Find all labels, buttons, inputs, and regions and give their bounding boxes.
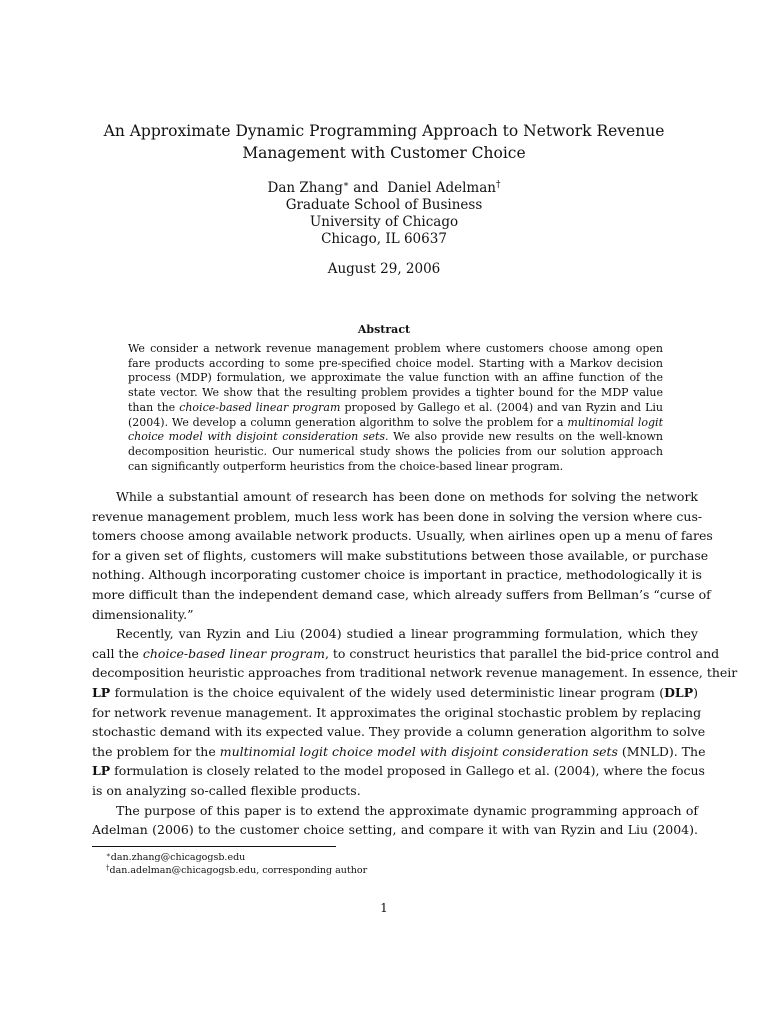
text-run: can significantly outperform heuristics from the choice-based linear program. xyxy=(128,459,564,473)
body-text xyxy=(92,487,738,840)
text-run: more difficult than the independent demand case, which already suffers from Bellman’s “curse of xyxy=(92,586,711,602)
body-line xyxy=(92,663,738,683)
university: University of Chicago xyxy=(309,214,459,230)
body-line xyxy=(92,742,706,762)
abstract-line xyxy=(128,430,663,445)
author-2: Daniel Adelman xyxy=(387,180,496,196)
footnote-text: dan.zhang@chicagogsb.edu xyxy=(110,852,246,863)
page-number: 1 xyxy=(380,901,388,915)
italic-text: multinomial logit choice model with disjoint consideration sets xyxy=(219,743,618,759)
text-run: decomposition heuristic. Our numerical study shows the policies from our solution approach xyxy=(128,444,663,458)
italic-text: choice model with disjoint consideration sets xyxy=(128,430,386,444)
body-line xyxy=(92,487,698,507)
body-line xyxy=(92,644,720,664)
text-run: revenue management problem, much less work has been done in solving the version where cus- xyxy=(92,508,703,524)
text-run: , to construct heuristics that parallel the bid-price control and xyxy=(324,645,720,661)
text-run: While a substantial amount of research has been done on methods for solving the network xyxy=(116,489,698,504)
abstract-text xyxy=(128,342,663,474)
abstract-line xyxy=(128,357,663,372)
bold-text: LP xyxy=(92,763,111,779)
text-run: The purpose of this paper is to extend the approximate dynamic programming approach of xyxy=(116,802,698,818)
body-line xyxy=(92,585,711,605)
text-run: ) xyxy=(693,684,698,700)
author-block xyxy=(80,180,688,248)
text-run: Recently, van Ryzin and Liu (2004) studied a linear programming formulation, which they xyxy=(116,626,698,642)
text-run: Adelman (2006) to the customer choice setting, and compare it with van Ryzin and Liu (2004). xyxy=(92,822,698,838)
text-run: tomers choose among available network products. Usually, when airlines open up a menu of fares xyxy=(92,528,713,544)
text-run: stochastic demand with its expected value. They provide a column generation algorithm to solve xyxy=(92,724,706,740)
footnotes xyxy=(106,851,666,877)
text-run: nothing. Although incorporating customer choice is important in practice, methodologically it is xyxy=(92,567,702,583)
footnote xyxy=(106,864,666,877)
text-run: the problem for the xyxy=(92,743,220,759)
paper-date: August 29, 2006 xyxy=(327,261,441,277)
text-run: decomposition heuristic approaches from traditional network revenue management. In essence, their xyxy=(92,665,738,681)
footnote xyxy=(106,851,666,864)
body-line xyxy=(92,761,705,781)
author-names xyxy=(80,180,688,197)
abstract-line xyxy=(128,371,663,386)
text-run: state vector. We show that the resulting problem provides a tighter bound for the MDP value xyxy=(128,386,663,400)
abstract-line xyxy=(128,386,663,401)
abstract-line xyxy=(128,445,663,460)
body-line xyxy=(92,683,698,703)
text-run: formulation is the choice equivalent of the widely used deterministic linear program ( xyxy=(110,684,665,700)
footnote-mark: † xyxy=(106,864,110,872)
author-2-footnote-mark: † xyxy=(495,180,501,190)
body-line xyxy=(92,801,698,821)
location: Chicago, IL 60637 xyxy=(321,231,447,247)
body-line xyxy=(92,624,698,644)
text-run: than the xyxy=(128,400,180,414)
body-line xyxy=(92,781,698,801)
text-run: . We also provide new results on the well-known xyxy=(385,430,664,444)
text-run: (2004). We develop a column generation algorithm to solve the problem for a xyxy=(128,415,568,429)
body-line xyxy=(92,526,713,546)
text-run: dimensionality.” xyxy=(92,606,194,622)
footnote-text: dan.adelman@chicagogsb.edu, corresponding author xyxy=(109,865,368,876)
italic-text: choice-based linear program xyxy=(179,400,341,414)
author-conjunction: and xyxy=(353,180,379,196)
abstract-heading: Abstract xyxy=(357,323,411,336)
body-line xyxy=(92,722,706,742)
italic-text: choice-based linear program xyxy=(142,645,325,661)
body-line xyxy=(92,507,703,527)
abstract-line xyxy=(128,460,663,475)
bold-text: DLP xyxy=(664,684,694,700)
body-line xyxy=(92,565,702,585)
text-run: fare products according to some pre-specified choice model. Starting with a Markov decision xyxy=(128,356,663,370)
text-run: process (MDP) formulation, we approximate the value function with an affine function of the xyxy=(128,371,663,385)
abstract-line xyxy=(128,342,663,357)
title-line-1: An Approximate Dynamic Programming Approach to Network Revenue xyxy=(103,122,665,140)
text-run: for a given set of flights, customers will make substitutions between those available, or purchase xyxy=(92,547,709,563)
text-run: is on analyzing so-called flexible products. xyxy=(92,782,361,798)
abstract-line xyxy=(128,401,663,416)
italic-text: multinomial logit xyxy=(567,415,663,429)
author-1: Dan Zhang xyxy=(267,180,343,196)
text-run: (MNLD). The xyxy=(617,743,706,759)
text-run: call the xyxy=(92,645,143,661)
affiliation: Graduate School of Business xyxy=(285,197,483,213)
title-line-2: Management with Customer Choice xyxy=(242,144,526,162)
body-line xyxy=(92,703,702,723)
footnote-mark: ∗ xyxy=(106,851,111,859)
text-run: proposed by Gallego et al. (2004) and van Ryzin and Liu xyxy=(340,400,663,414)
footnote-rule xyxy=(92,846,336,847)
text-run: We consider a network revenue management problem where customers choose among open xyxy=(128,342,663,355)
text-run: for network revenue management. It approximates the original stochastic problem by replacing xyxy=(92,704,702,720)
body-line xyxy=(92,605,698,625)
body-line xyxy=(92,820,698,840)
bold-text: LP xyxy=(92,684,111,700)
author-1-footnote-mark: ∗ xyxy=(342,180,349,190)
text-run: formulation is closely related to the model proposed in Gallego et al. (2004), where the focus xyxy=(110,763,705,779)
body-line xyxy=(92,546,709,566)
abstract-line xyxy=(128,416,663,431)
paper-title xyxy=(80,120,688,164)
